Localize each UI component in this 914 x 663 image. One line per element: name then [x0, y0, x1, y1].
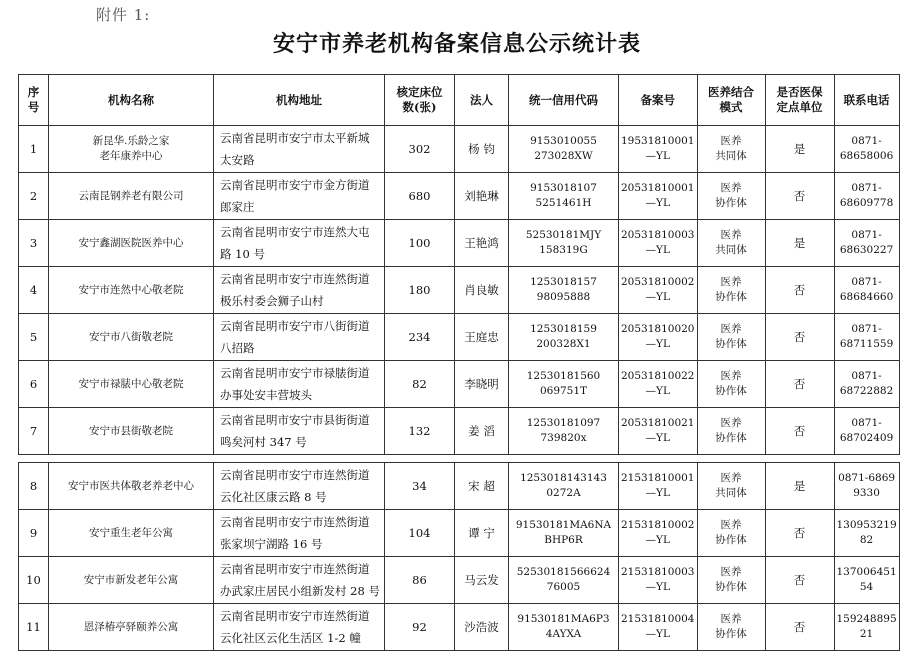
cell-insurance: 是 — [765, 463, 834, 510]
cell-name: 安宁市连然中心敬老院 — [49, 267, 214, 314]
cell-name: 恩泽椿亭驿颐养公寓 — [49, 604, 214, 651]
header-legal: 法人 — [455, 75, 509, 126]
cell-phone: 0871-6869 9330 — [834, 463, 899, 510]
cell-phone: 159248895 21 — [834, 604, 899, 651]
cell-record: 21531810003 —YL — [619, 557, 698, 604]
cell-legal: 李晓明 — [455, 361, 509, 408]
cell-record: 20531810020 —YL — [619, 314, 698, 361]
cell-medical: 医养 协作体 — [697, 314, 765, 361]
cell-legal: 谭 宁 — [455, 510, 509, 557]
cell-beds: 132 — [385, 408, 455, 455]
cell-phone: 0871- 68658006 — [834, 126, 899, 173]
cell-medical: 医养 协作体 — [697, 408, 765, 455]
cell-medical: 医养 协作体 — [697, 361, 765, 408]
table-row — [19, 361, 900, 408]
cell-no: 6 — [19, 361, 49, 408]
header-name: 机构名称 — [49, 75, 214, 126]
cell-legal: 沙浩波 — [455, 604, 509, 651]
cell-insurance: 是 — [765, 126, 834, 173]
cell-insurance: 否 — [765, 604, 834, 651]
cell-credit: 9153010055 273028XW — [509, 126, 619, 173]
header-credit: 统一信用代码 — [509, 75, 619, 126]
cell-insurance: 否 — [765, 361, 834, 408]
cell-no: 2 — [19, 173, 49, 220]
cell-beds: 302 — [385, 126, 455, 173]
cell-phone: 0871- 68722882 — [834, 361, 899, 408]
cell-insurance: 否 — [765, 267, 834, 314]
table-row — [19, 267, 900, 314]
cell-address: 云南省昆明市安宁市金方街道 郎家庄 — [214, 173, 385, 220]
cell-record: 20531810021 —YL — [619, 408, 698, 455]
cell-name: 安宁市县街敬老院 — [49, 408, 214, 455]
header-phone: 联系电话 — [834, 75, 899, 126]
cell-name: 安宁重生老年公寓 — [49, 510, 214, 557]
cell-credit: 91530181MA6NA BHP6R — [509, 510, 619, 557]
cell-beds: 92 — [385, 604, 455, 651]
cell-record: 20531810001 —YL — [619, 173, 698, 220]
cell-credit: 1253018143143 0272A — [509, 463, 619, 510]
cell-legal: 王艳鸿 — [455, 220, 509, 267]
table-row — [19, 510, 900, 557]
cell-record: 19531810001 —YL — [619, 126, 698, 173]
cell-no: 8 — [19, 463, 49, 510]
header-medical: 医养结合 模式 — [697, 75, 765, 126]
cell-record: 20531810022 —YL — [619, 361, 698, 408]
cell-beds: 180 — [385, 267, 455, 314]
cell-name: 安宁鑫湖医院医养中心 — [49, 220, 214, 267]
cell-record: 21531810001 —YL — [619, 463, 698, 510]
cell-legal: 姜 滔 — [455, 408, 509, 455]
cell-credit: 12530181560 069751T — [509, 361, 619, 408]
cell-address: 云南省昆明市安宁市连然街道 极乐村委会狮子山村 — [214, 267, 385, 314]
cell-beds: 86 — [385, 557, 455, 604]
cell-record: 21531810002 —YL — [619, 510, 698, 557]
cell-medical: 医养 协作体 — [697, 510, 765, 557]
header-no: 序 号 — [19, 75, 49, 126]
cell-beds: 82 — [385, 361, 455, 408]
table-row — [19, 408, 900, 455]
cell-address: 云南省昆明市安宁市太平新城 太安路 — [214, 126, 385, 173]
table-row — [19, 314, 900, 361]
cell-no: 4 — [19, 267, 49, 314]
table-row — [19, 557, 900, 604]
cell-no: 5 — [19, 314, 49, 361]
cell-legal: 肖良敏 — [455, 267, 509, 314]
cell-credit: 52530181MJY 158319G — [509, 220, 619, 267]
cell-name: 安宁市医共体敬老养老中心 — [49, 463, 214, 510]
cell-medical: 医养 协作体 — [697, 173, 765, 220]
cell-medical: 医养 共同体 — [697, 220, 765, 267]
cell-record: 20531810002 —YL — [619, 267, 698, 314]
header-record: 备案号 — [619, 75, 698, 126]
page-break-gap — [19, 455, 900, 463]
table-row — [19, 220, 900, 267]
cell-address: 云南省昆明市安宁市禄脿街道 办事处安丰营坡头 — [214, 361, 385, 408]
cell-insurance: 否 — [765, 557, 834, 604]
cell-credit: 1253018159 200328X1 — [509, 314, 619, 361]
cell-name: 安宁市新发老年公寓 — [49, 557, 214, 604]
header-address: 机构地址 — [214, 75, 385, 126]
cell-phone: 0871- 68711559 — [834, 314, 899, 361]
cell-beds: 234 — [385, 314, 455, 361]
table-row — [19, 604, 900, 651]
cell-insurance: 否 — [765, 408, 834, 455]
page-title: 安宁市养老机构备案信息公示统计表 — [272, 32, 641, 57]
cell-address: 云南省昆明市安宁市连然街道 办武家庄居民小组新发村 28 号 — [214, 557, 385, 604]
cell-name: 云南昆钢养老有限公司 — [49, 173, 214, 220]
cell-name: 安宁市八街敬老院 — [49, 314, 214, 361]
cell-record: 21531810004 —YL — [619, 604, 698, 651]
page-break-cell — [19, 455, 900, 463]
cell-legal: 宋 超 — [455, 463, 509, 510]
cell-insurance: 是 — [765, 220, 834, 267]
attachment-label: 附件 1: — [96, 6, 151, 24]
cell-address: 云南省昆明市安宁市八街街道 八招路 — [214, 314, 385, 361]
cell-medical: 医养 协作体 — [697, 557, 765, 604]
cell-phone: 130953219 82 — [834, 510, 899, 557]
table-row — [19, 463, 900, 510]
cell-phone: 0871- 68630227 — [834, 220, 899, 267]
cell-beds: 680 — [385, 173, 455, 220]
cell-address: 云南省昆明市安宁市连然大屯 路 10 号 — [214, 220, 385, 267]
cell-record: 20531810003 —YL — [619, 220, 698, 267]
cell-beds: 100 — [385, 220, 455, 267]
cell-legal: 王庭忠 — [455, 314, 509, 361]
cell-no: 10 — [19, 557, 49, 604]
records-table — [18, 74, 900, 651]
cell-medical: 医养 共同体 — [697, 463, 765, 510]
cell-medical: 医养 协作体 — [697, 604, 765, 651]
cell-address: 云南省昆明市安宁市连然街道 云化社区康云路 8 号 — [214, 463, 385, 510]
header-row — [19, 75, 900, 126]
cell-insurance: 否 — [765, 314, 834, 361]
cell-no: 9 — [19, 510, 49, 557]
cell-address: 云南省昆明市安宁市连然街道 云化社区云化生活区 1-2 幢 — [214, 604, 385, 651]
cell-no: 7 — [19, 408, 49, 455]
table-row — [19, 173, 900, 220]
cell-legal: 马云发 — [455, 557, 509, 604]
cell-medical: 医养 协作体 — [697, 267, 765, 314]
cell-medical: 医养 共同体 — [697, 126, 765, 173]
cell-credit: 52530181566624 76005 — [509, 557, 619, 604]
cell-address: 云南省昆明市安宁市连然街道 张家坝宁湖路 16 号 — [214, 510, 385, 557]
cell-address: 云南省昆明市安宁市县街街道 鸣矣河村 347 号 — [214, 408, 385, 455]
cell-phone: 0871- 68702409 — [834, 408, 899, 455]
cell-insurance: 否 — [765, 173, 834, 220]
cell-phone: 0871- 68684660 — [834, 267, 899, 314]
cell-credit: 1253018157 98095888 — [509, 267, 619, 314]
cell-legal: 刘艳琳 — [455, 173, 509, 220]
cell-no: 11 — [19, 604, 49, 651]
header-beds: 核定床位 数(张) — [385, 75, 455, 126]
cell-phone: 0871- 68609778 — [834, 173, 899, 220]
cell-beds: 34 — [385, 463, 455, 510]
cell-credit: 91530181MA6P3 4AYXA — [509, 604, 619, 651]
cell-name: 安宁市禄脿中心敬老院 — [49, 361, 214, 408]
table-row — [19, 126, 900, 173]
cell-legal: 杨 钧 — [455, 126, 509, 173]
header-insurance: 是否医保 定点单位 — [765, 75, 834, 126]
cell-phone: 137006451 54 — [834, 557, 899, 604]
cell-insurance: 否 — [765, 510, 834, 557]
cell-credit: 9153018107 5251461H — [509, 173, 619, 220]
cell-no: 3 — [19, 220, 49, 267]
cell-credit: 12530181097 739820x — [509, 408, 619, 455]
cell-no: 1 — [19, 126, 49, 173]
cell-name: 新昆华.乐龄之家 老年康养中心 — [49, 126, 214, 173]
cell-beds: 104 — [385, 510, 455, 557]
